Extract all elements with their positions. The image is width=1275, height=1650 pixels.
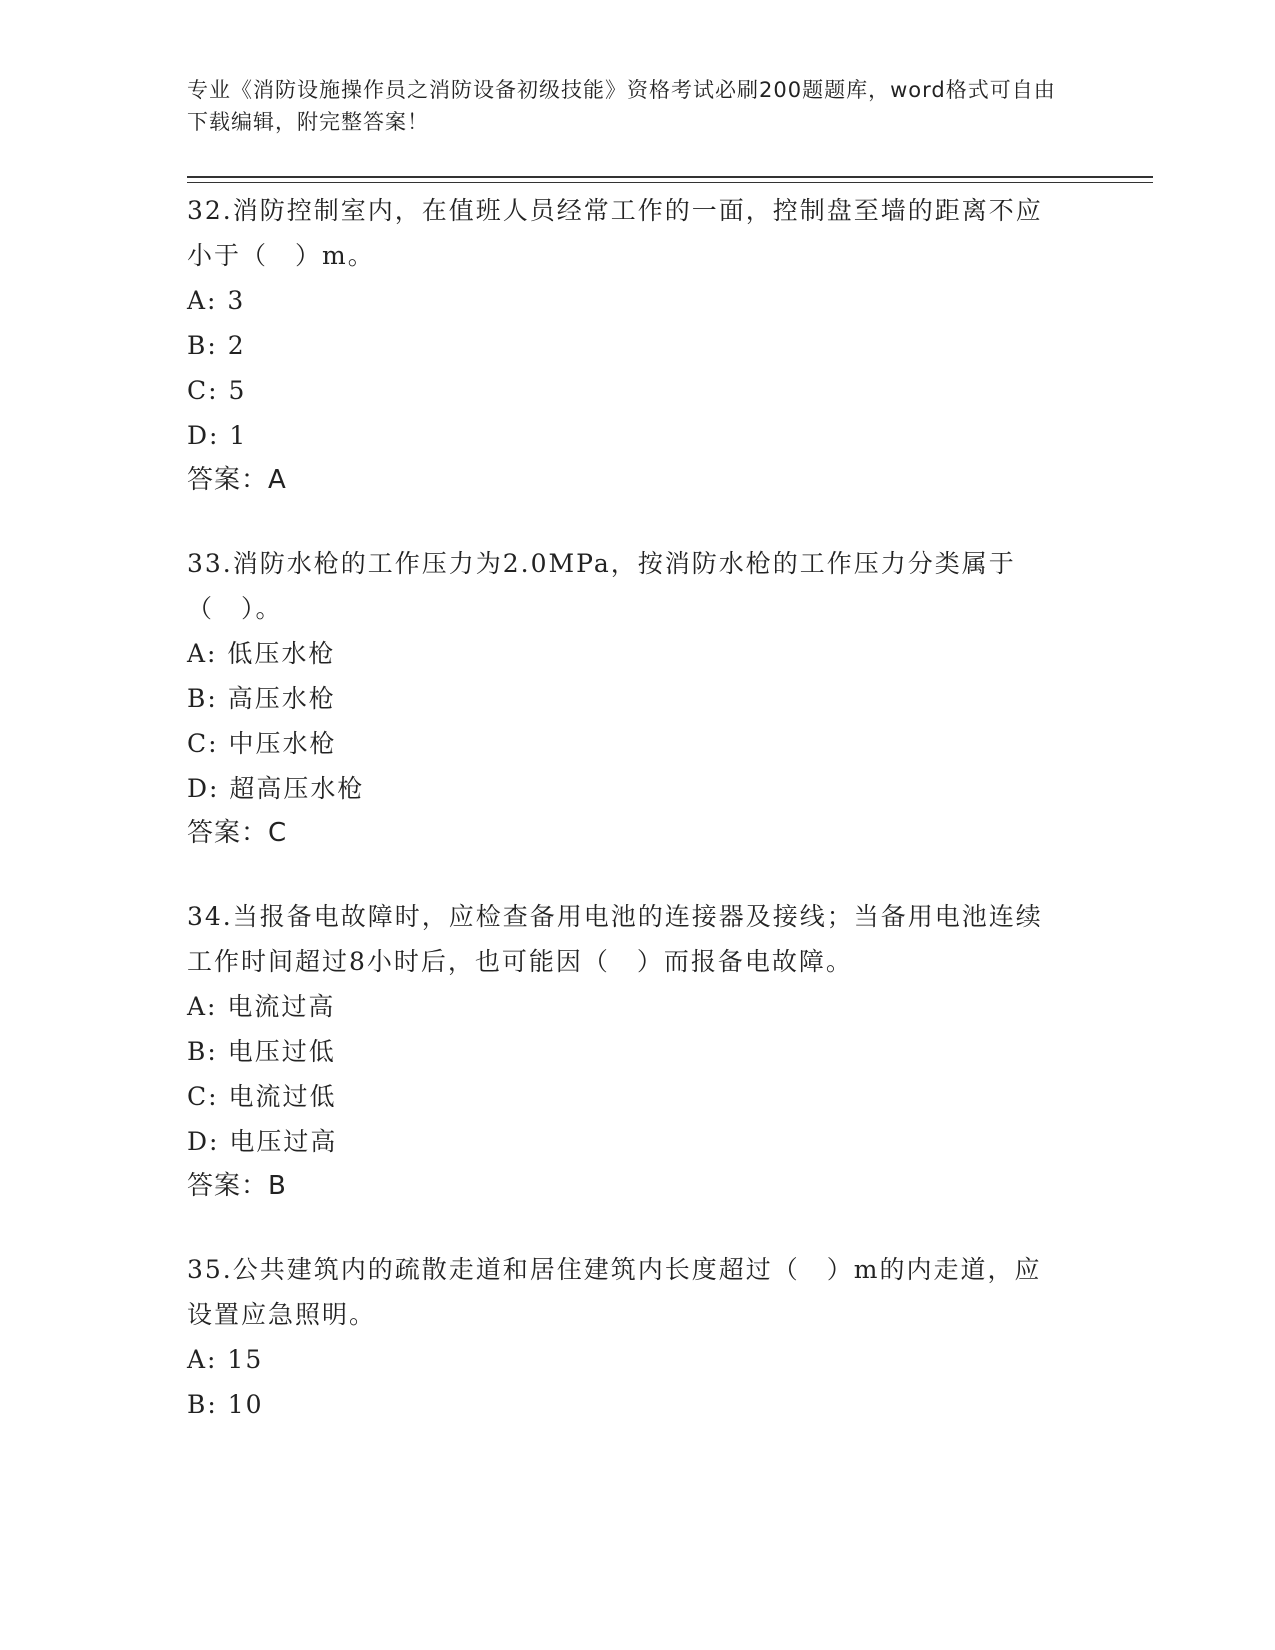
option-d: D: 电压过高 xyxy=(187,1127,338,1156)
header-divider-thick xyxy=(187,176,1153,178)
document-intro: 专业《消防设施操作员之消防设备初级技能》资格考试必刷200题题库，word格式可自由下载编辑，附完整答案！ xyxy=(187,78,1056,134)
option-a: A: 低压水枪 xyxy=(187,639,336,668)
option-b: B: 电压过低 xyxy=(187,1037,336,1066)
answer-label: 答案：B xyxy=(187,1171,287,1201)
option-c: C: 电流过低 xyxy=(187,1082,337,1111)
question-33 xyxy=(187,541,1087,856)
question-32 xyxy=(187,188,1087,503)
option-c: C: 中压水枪 xyxy=(187,729,337,758)
question-list xyxy=(187,188,1087,1465)
option-d: D: 1 xyxy=(187,421,248,450)
question-stem: 32.消防控制室内，在值班人员经常工作的一面，控制盘至墙的距离不应小于（ ）m。 xyxy=(187,196,1043,270)
header-divider-thin xyxy=(187,182,1153,183)
question-stem: 35.公共建筑内的疏散走道和居住建筑内长度超过（ ）m的内走道，应设置应急照明。 xyxy=(187,1255,1042,1329)
answer-label: 答案：A xyxy=(187,465,287,495)
question-stem: 33.消防水枪的工作压力为2.0MPa，按消防水枪的工作压力分类属于（ ）。 xyxy=(187,549,1016,623)
option-b: B: 2 xyxy=(187,331,246,360)
option-b: B: 高压水枪 xyxy=(187,684,336,713)
question-35 xyxy=(187,1247,1087,1427)
option-c: C: 5 xyxy=(187,376,247,405)
question-stem: 34.当报备电故障时，应检查备用电池的连接器及接线；当备用电池连续工作时间超过8小时后，也可能因（ ）而报备电故障。 xyxy=(187,902,1043,976)
option-d: D: 超高压水枪 xyxy=(187,774,365,803)
option-a: A: 15 xyxy=(187,1345,264,1374)
answer-label: 答案：C xyxy=(187,818,288,848)
option-b: B: 10 xyxy=(187,1390,264,1419)
question-34 xyxy=(187,894,1087,1209)
option-a: A: 3 xyxy=(187,286,246,315)
option-a: A: 电流过高 xyxy=(187,992,336,1021)
